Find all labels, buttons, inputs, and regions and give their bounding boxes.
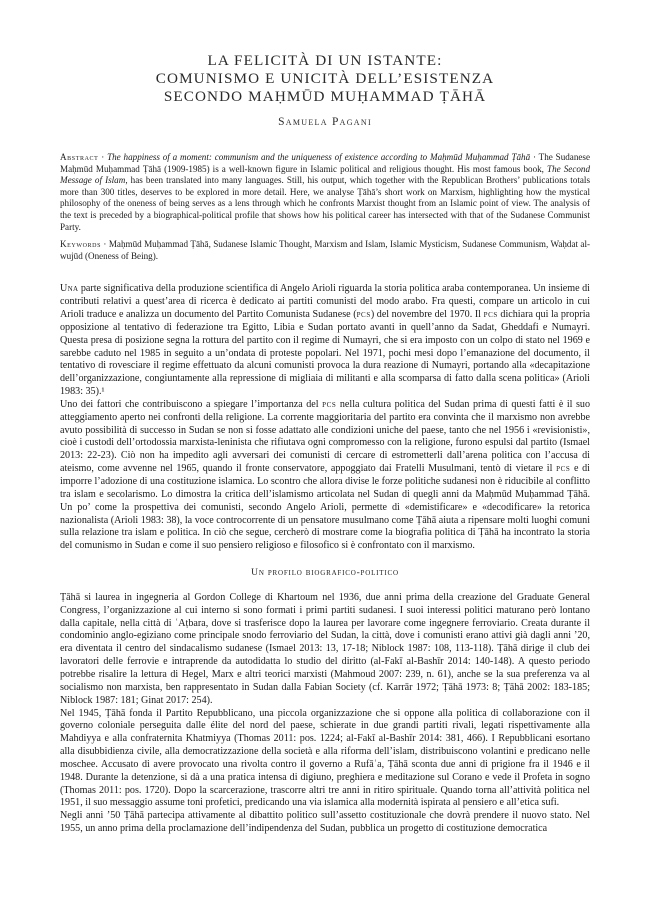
pcs-abbr: pcs	[322, 398, 337, 410]
abstract-text-b: , has been translated into many languages. Still, his output, which together with the Republican Brothers’ publications totals more than 300 titles, deserves to be explored in more detail. Here, we analyse Ṭāhā’s short work on Marxism, highlighting how the mystical philosophy of the oneness of being serves as a lens through which he confronts Marxist thought from an Islamic point of view. The analysis of the text is preceded by a biographical-political profile that shows how his political career has intersected with that of the Sudanese Communist Party.	[60, 175, 590, 232]
keywords	[60, 239, 590, 262]
article-title	[60, 52, 590, 106]
paragraph-5: Negli anni ’50 Ṭāhā partecipa attivamente al dibattito politico sull’assetto costituzionale che dovrà prendere il nuovo stato. Nel 1955, un anno prima della proclamazione dell’indipendenza del Sudan, pubblica un progetto di costituzione democratica	[60, 810, 590, 835]
article-page	[60, 52, 590, 836]
keywords-text: · Maḥmūd Muḥammad Ṭāhā, Sudanese Islamic Thought, Marxism and Islam, Islamic Mysticism, Sudanese Communism, Waḥdat al-wujūd (Oneness of Being).	[60, 239, 590, 261]
paragraph-1: Una parte significativa della produzione scientifica di Angelo Arioli riguarda la storia politica araba contemporanea. Un insieme di contributi relativi a quest’area di ricerca è dedicato ai partiti comunisti del modo arabo. Fra questi, compare un articolo in cui Arioli traduce e analizza un documento del Partito Comunista Sudanese (pcs) del novembre del 1970. Il pcs dichiara qui la propria opposizione al tentativo di federazione tra Egitto, Libia e Sudan portato avanti in quell’anno da Sadat, Gheddafi e Numayri. Questa presa di posizione segna la rottura del partito con il regime di Numayri, che si era imposto con un colpo di stato nel 1969 e sarebbe caduto nel 1985 in seguito a un’ondata di proteste popolari. Nel 1971, pochi mesi dopo l’emanazione del documento, il tentativo di rovesciare il regime effettuato da alcuni comunisti provoca la dura reazione di Numayri, portando alla «decapitazione dell’organizzazione, congiuntamente alla repressione di migliaia di militanti e alla scomparsa di fatto dalla scena politica» (Arioli 1983: 35).¹	[60, 283, 590, 398]
paragraph-3: Ṭāhā si laurea in ingegneria al Gordon College di Khartoum nel 1936, due anni prima della creazione del Graduate General Congress, l’organizzazione al cui interno si sono formati i primi partiti sudanesi. I suoi interessi politici maturano però lontano dalla capitale, nella città di ʿAṭbara, dove si trasferisce dopo la laurea per lavorare come ingegnere ferroviario. Creata durante il condominio anglo-egiziano come principale snodo ferroviario del Sudan, la città, dove i comunisti erano attivi già dagli anni ’20, era diventata il centro del sindacalismo sudanese (Ismael 2013: 13, 17-18; Niblock 1987: 108, 113-118). Ṭāhā dirige il club dei lavoratori delle ferrovie e intraprende da autodidatta lo studio del diritto (al-Fakī al-Bashīr 2014: 140-148). A questo periodo potrebbe risalire la lettura di Hegel, Marx e altri teorici marxisti (Mahmoud 2007: 239, n. 61), anche se la sua preferenza va al socialismo non marxista, ben rappresentato in Sudan dalla Fabian Society (cf. Karrār 1972; Ṭāhā 1973: 8; Ṭāhā 2002: 183-185; Niblock 1987: 181; Ginat 2017: 254).	[60, 591, 590, 706]
abstract-text-a: · The Sudanese Maḥmūd Muḥammad Ṭāhā (1909-1985) is a well-known figure in Islamic political and religious thought. His most famous book,	[60, 152, 590, 174]
pcs-abbr: pcs	[356, 309, 371, 321]
author-name: Samuela Pagani	[278, 116, 372, 128]
title-line-2: COMUNISMO E UNICITÀ DELL’ESISTENZA	[155, 70, 495, 87]
abstract-title: The happiness of a moment: communism and the uniqueness of existence according to Maḥmūd Muḥammad Ṭāhā	[107, 152, 531, 162]
abstract-sep: ·	[98, 152, 108, 162]
book-title: The Second Message of Islam	[60, 163, 590, 186]
article-body	[60, 283, 590, 836]
title-line-3: SECONDO MAḤMŪD MUḤAMMAD ṬĀHĀ	[163, 88, 487, 105]
section-heading: Un profilo biografico-politico	[251, 568, 399, 579]
paragraph-2: Uno dei fattori che contribuiscono a spiegare l’importanza del pcs nella cultura politica del Sudan prima di questi fatti è il suo atteggiamento aperto nei confronti della religione. La corrente maggioritaria del partito era convinta che il marxismo non avrebbe avuto possibilità di successo in Sudan se non si fosse adattato alle condizioni uniche del paese, tanto che nel 1956 i «revisionisti», cioè i custodi dell’ortodossia marxista-leninista che rifiutava ogni compromesso con la religione, furono espulsi dal partito (Ismael 2013: 22-23). Ciò non ha impedito agli avversari dei comunisti di cercare di estrometterli dall’arena politica con l’accusa di ateismo, come avvenne nel 1965, quando il fronte conservatore, appoggiato dai Fratelli Musulmani, tentò di vietare il pcs e di imporre l’adozione di una costituzione islamica. Lo scontro che allora divise le forze politiche sudanesi non è riducibile al conflitto tra islam e secolarismo. Lo dimostra la critica dell’islamismo articolata nel Sudan di quegli anni da Maḥmūd Muḥammad Ṭāhā. Un po’ come la prospettiva dei comunisti, secondo Angelo Arioli, permette di «demistificare» e «decodificare» la retorica nazionalista (Arioli 1983: 38), la voce controcorrente di un pensatore musulmano come Ṭāhā aiuta a ripensare molti luoghi comuni sulla relazione tra islam e politica. In ciò che segue, cercherò di mostrare come la biografia politica di Ṭāhā ha incontrato la storia del comunismo in Sudan e come il suo pensiero religioso e filosofico si è confrontato con il marxismo.	[60, 398, 590, 552]
paragraph-1-initial: Una	[60, 283, 79, 295]
abstract	[60, 152, 590, 233]
abstract-label: Abstract	[60, 152, 99, 162]
pcs-abbr: pcs	[556, 463, 571, 475]
title-line-1: LA FELICITÀ DI UN ISTANTE:	[207, 52, 443, 69]
pcs-abbr: pcs	[483, 309, 498, 321]
keywords-label: Keywords	[60, 239, 102, 250]
paragraph-4: Nel 1945, Ṭāhā fonda il Partito Repubblicano, una piccola organizzazione che si oppone alla politica di collaborazione con il governo coloniale perseguita dalle élite del nord del paese, schierate in due grandi partiti rivali, legati rispettivamente alla Mahdiyya e alla confraternita Khatmiyya (Thomas 2011: pos. 1224; al-Fakī al-Bashīr 2014: 381, 466). I Repubblicani esortano alla disubbidienza civile, alla democratizzazione della società e alla riforma dell’islam, distribuiscono volantini e predicano nelle moschee. Accusato di avere provocato una rivolta contro il governo a Rufāʿa, Ṭāhā sconta due anni di prigione fra il 1946 e il 1948. Durante la detenzione, si dà a una pratica intensa di digiuno, preghiera e meditazione sul Corano e vede il Profeta in sogno (Thomas 2011: pos. 1720). Dopo la scarcerazione, trascorre altri tre anni in ritiro spirituale. Quando torna all’attività politica nel 1951, il suo messaggio assume toni profetici, predicando una via islamica alla modernità ispirata al pensiero e all’etica sufi.	[60, 707, 590, 809]
